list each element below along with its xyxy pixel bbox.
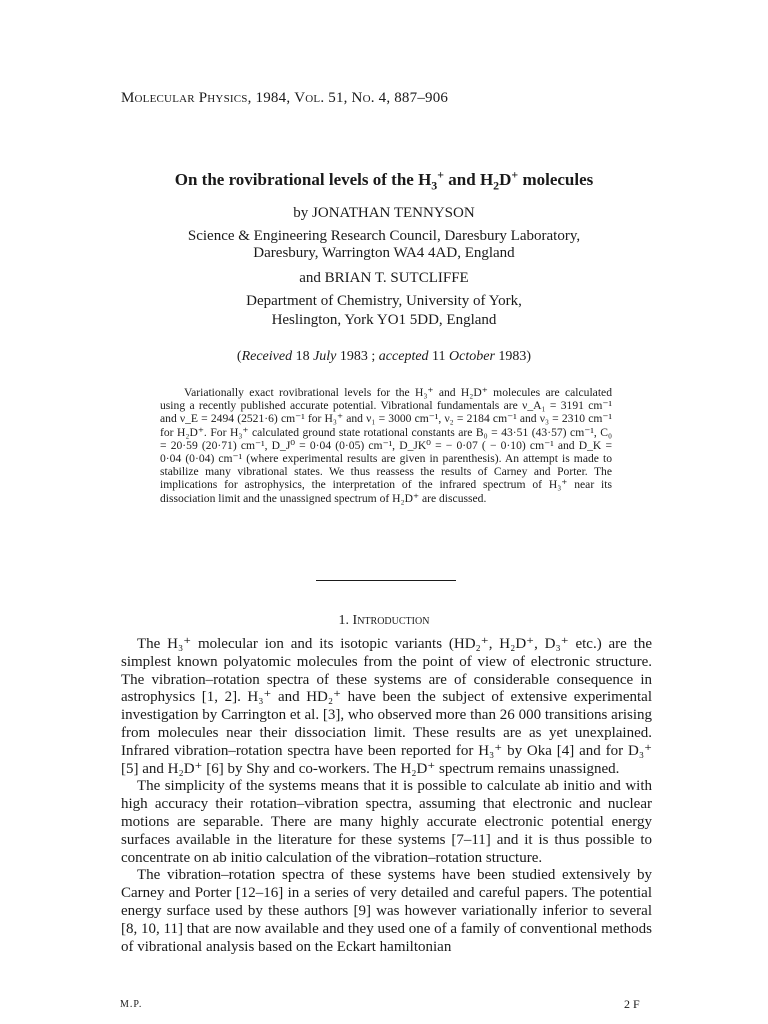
received-label: Received xyxy=(241,349,293,364)
title-sub-2: 2 xyxy=(493,178,500,193)
title-sup-2: + xyxy=(511,167,519,182)
accepted-label: accepted xyxy=(378,349,429,364)
footer-signature-mark: 2 F xyxy=(624,997,640,1011)
abstract xyxy=(160,386,612,505)
abstract-text: Variationally exact rovibrational levels for the H₃⁺ and H₂D⁺ molecules are calculated using a recently published accurate potential. Vibrational fundamentals are ν_A₁ = 3191 cm⁻¹ and ν_E = 2494 (2521·6) cm⁻¹ for H₃⁺ and ν₁ = 3000 cm⁻¹, ν₂ = 2184 cm⁻¹ and ν₃ = 2310 cm⁻¹ for H₂D⁺. For H₃⁺ calculated ground state rotational constants are B₀ = 43·51 (43·57) cm⁻¹, C₀ = 20·59 (20·71) cm⁻¹, D_J⁰ = 0·04 (0·05) cm⁻¹, D_JK⁰ = − 0·07 ( − 0·10) cm⁻¹ and D_K = 0·04 (0·04) cm⁻¹ (where experimental results are given in parenthesis). An attempt is made to stabilize many vibrational states. We thus reassess the results of Carney and Porter. The implications for astrophysics, the interpretation of the infrared spectrum of H₃⁺ near its dissociation limit and the unassigned spectrum of H₂D⁺ are discussed. xyxy=(160,386,612,505)
received-dates xyxy=(0,349,768,365)
affiliation-2-line-2: Heslington, York YO1 5DD, England xyxy=(271,312,497,328)
issue-pages: . 4, 887–906 xyxy=(370,90,449,106)
affiliation-2-line-1: Department of Chemistry, University of York, xyxy=(246,293,522,309)
journal-year: , 1984, xyxy=(247,90,295,106)
title-sub-1: 3 xyxy=(431,178,438,193)
affiliation-1-line-2: Daresbury, Warrington WA4 4AD, England xyxy=(253,245,515,261)
title-text-2: and H xyxy=(444,170,494,189)
paragraph-2: The simplicity of the systems means that it is possible to calculate ab initio and with high accuracy their rotation–vibration spectra, assuming that electronic and nuclear motions are separable. There are many highly accurate electronic potential energy surfaces available in the literature for these systems [7–11] and it is thus possible to concentrate on ab initio calculation of the vibration–rotation structure. xyxy=(121,778,652,866)
title-sup-1: + xyxy=(437,167,445,182)
title-text-4: molecules xyxy=(518,170,594,189)
accepted-month: October xyxy=(449,349,495,364)
author-1: by JONATHAN TENNYSON xyxy=(293,205,475,221)
paragraph-3: The vibration–rotation spectra of these systems have been studied extensively by Carney and Porter [12–16] in a series of very detailed and careful papers. The potential energy surface used by these authors [9] was however variationally inferior to several [8, 10, 11] that are now available and they used one of a family of conventional methods of vibrational analysis based on the Eckart hamiltonian xyxy=(121,867,652,955)
section-title: Introduction xyxy=(352,613,430,628)
received-year: 1983 ; xyxy=(336,349,379,364)
author-2: and BRIAN T. SUTCLIFFE xyxy=(299,270,469,286)
issue-label: No xyxy=(351,90,371,106)
introduction-body xyxy=(121,636,652,956)
footer-journal-abbrev: M.P. xyxy=(120,999,143,1010)
paper-title xyxy=(0,167,768,193)
affiliation-1-line-1: Science & Engineering Research Council, Daresbury Laboratory, xyxy=(187,228,581,244)
journal-name: Molecular Physics xyxy=(121,90,248,106)
received-day: 18 xyxy=(292,349,314,364)
accepted-year: 1983) xyxy=(494,349,532,364)
journal-citation xyxy=(121,90,448,107)
section-heading-introduction xyxy=(0,613,768,629)
volume-number: . 51, xyxy=(320,90,352,106)
received-month: July xyxy=(313,349,337,364)
volume-label: Vol xyxy=(294,90,321,106)
section-number: 1. xyxy=(338,613,353,628)
accepted-day: 11 xyxy=(428,349,450,364)
section-divider xyxy=(316,580,456,581)
title-text-3: D xyxy=(499,170,512,189)
paragraph-1: The H₃⁺ molecular ion and its isotopic variants (HD₂⁺, H₂D⁺, D₃⁺ etc.) are the simplest known polyatomic molecules from the point of view of electronic structure. The vibration–rotation spectra of these systems are of considerable consequence in astrophysics [1, 2]. H₃⁺ and HD₂⁺ have been the subject of extensive experimental investigation by Carrington et al. [3], who observed more than 26 000 transitions arising from molecules near their dissociation limit. These results are as yet unexplained. Infrared vibration–rotation spectra have been reported for H₃⁺ by Oka [4] and for D₃⁺ [5] and H₂D⁺ [6] by Shy and co-workers. The H₂D⁺ spectrum remains unassigned. xyxy=(121,636,652,777)
title-text-1: On the rovibrational levels of the H xyxy=(174,170,432,189)
received-open: ( xyxy=(236,349,242,364)
